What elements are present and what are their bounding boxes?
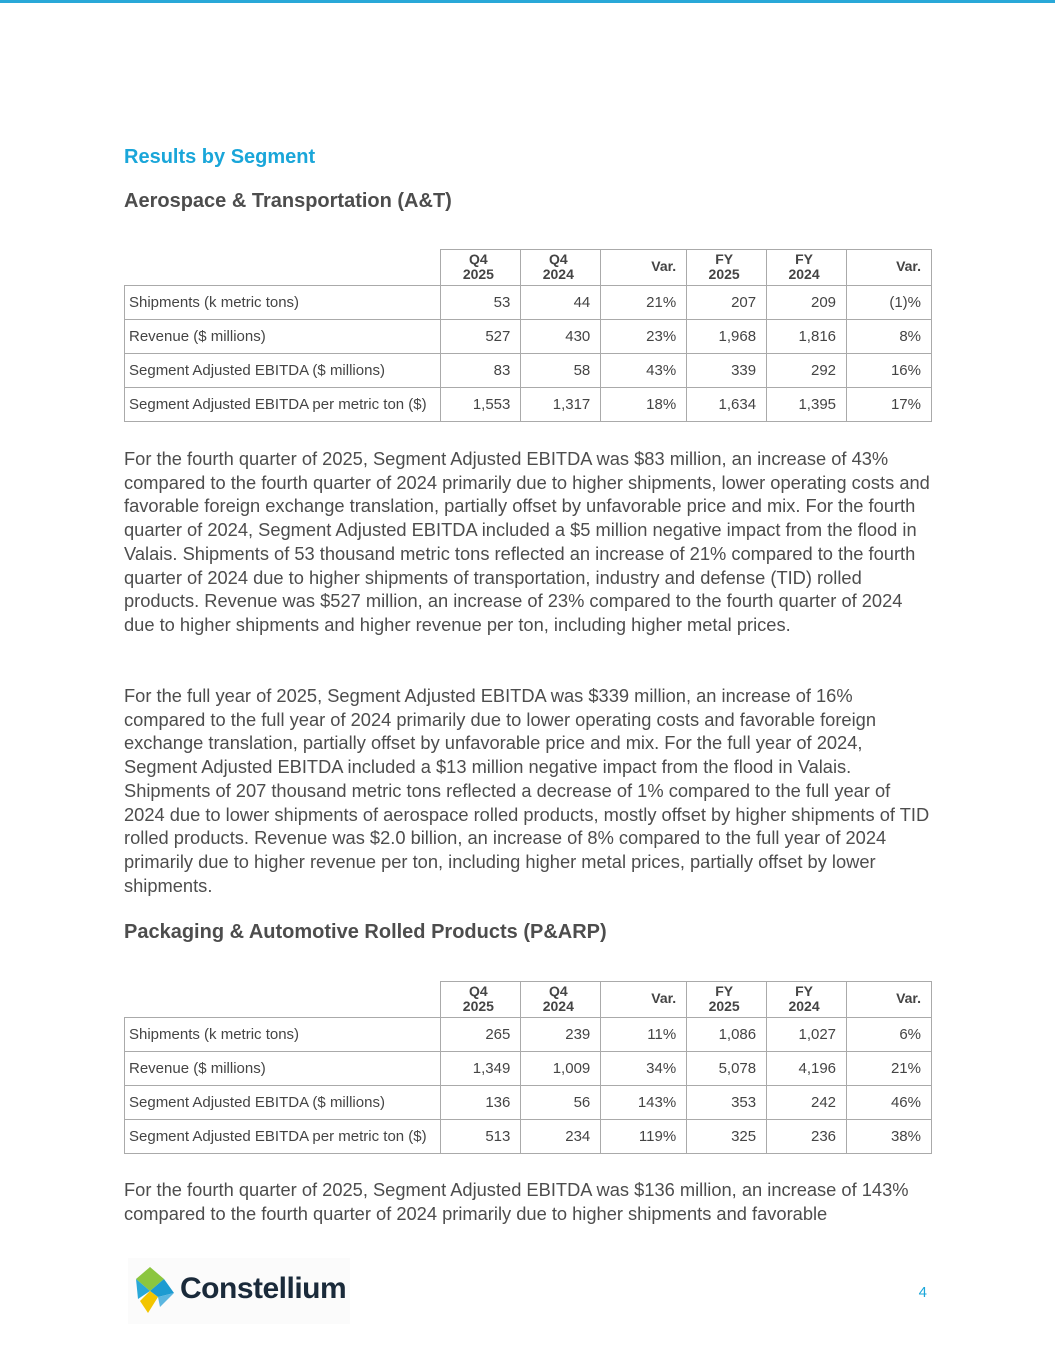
- table-row: [125, 1018, 932, 1052]
- table-cell: 119%: [601, 1120, 687, 1154]
- table-cell: 5,078: [687, 1052, 767, 1086]
- header-cell: Q4 2024: [521, 982, 601, 1018]
- table-cell: 83: [441, 354, 521, 388]
- table-row: [125, 354, 932, 388]
- table-cell: 21%: [601, 286, 687, 320]
- table-row: [125, 1052, 932, 1086]
- table-cell: 1,349: [441, 1052, 521, 1086]
- table-cell: 8%: [847, 320, 932, 354]
- table-row: [125, 320, 932, 354]
- table-cell: 265: [441, 1018, 521, 1052]
- header-cell: Q4 2025: [441, 250, 521, 286]
- table-cell: 1,395: [767, 388, 847, 422]
- logo-mark-icon: [136, 1267, 176, 1313]
- parp-title: Packaging & Automotive Rolled Products (P&ARP): [124, 921, 607, 943]
- company-logo: [128, 1258, 350, 1324]
- header-cell: FY 2025: [687, 250, 767, 286]
- table-cell: (1)%: [847, 286, 932, 320]
- row-label: Revenue ($ millions): [125, 320, 441, 354]
- table-cell: 18%: [601, 388, 687, 422]
- table-cell: 4,196: [767, 1052, 847, 1086]
- section-title: Results by Segment: [124, 146, 316, 168]
- header-cell: Var.: [847, 250, 932, 286]
- table-cell: 44: [521, 286, 601, 320]
- header-cell: FY 2025: [687, 982, 767, 1018]
- table-cell: 1,317: [521, 388, 601, 422]
- parp-paragraph-q4: For the fourth quarter of 2025, Segment Adjusted EBITDA was $136 million, an increase of 143% compared to the fourth quarter of 2024 primarily due to higher shipments and favorable: [124, 1179, 909, 1224]
- table-cell: 143%: [601, 1086, 687, 1120]
- table-cell: 34%: [601, 1052, 687, 1086]
- table-cell: 53: [441, 286, 521, 320]
- table-cell: 1,086: [687, 1018, 767, 1052]
- row-label: Shipments (k metric tons): [125, 286, 441, 320]
- table-cell: 136: [441, 1086, 521, 1120]
- table-cell: 1,553: [441, 388, 521, 422]
- row-label: Segment Adjusted EBITDA ($ millions): [125, 354, 441, 388]
- table-cell: 43%: [601, 354, 687, 388]
- table-cell: 209: [767, 286, 847, 320]
- at-paragraph-fy: For the full year of 2025, Segment Adjusted EBITDA was $339 million, an increase of 16% compared to the full year of 2024 primarily due to lower operating costs and favorable foreign exchange translation, partially offset by unfavorable price and mix. For the full year of 2024, Segment Adjusted EBITDA included a $13 million negative impact from the flood in Valais. Shipments of 207 thousand metric tons reflected a decrease of 1% compared to the full year of 2024 due to lower shipments of aerospace rolled products, mostly offset by higher shipments of TID rolled products. Revenue was $2.0 billion, an increase of 8% compared to the full year of 2024 primarily due to higher revenue per ton, including higher metal prices, partially offset by lower shipments.: [124, 685, 930, 896]
- table-cell: 1,009: [521, 1052, 601, 1086]
- table-cell: 353: [687, 1086, 767, 1120]
- table-cell: 16%: [847, 354, 932, 388]
- header-cell: FY 2024: [767, 250, 847, 286]
- table-cell: 1,027: [767, 1018, 847, 1052]
- table-cell: 430: [521, 320, 601, 354]
- table-cell: 234: [521, 1120, 601, 1154]
- header-cell: FY 2024: [767, 982, 847, 1018]
- table-cell: 58: [521, 354, 601, 388]
- table-cell: 38%: [847, 1120, 932, 1154]
- at-table: [124, 249, 932, 422]
- table-cell: 21%: [847, 1052, 932, 1086]
- header-cell: Q4 2024: [521, 250, 601, 286]
- table-row: [125, 286, 932, 320]
- table-cell: 1,634: [687, 388, 767, 422]
- header-cell: Var.: [847, 982, 932, 1018]
- table-cell: 1,816: [767, 320, 847, 354]
- header-blank: [125, 982, 441, 1018]
- table-cell: 242: [767, 1086, 847, 1120]
- table-cell: 239: [521, 1018, 601, 1052]
- row-label: Revenue ($ millions): [125, 1052, 441, 1086]
- top-rule: [0, 0, 1055, 3]
- at-title: Aerospace & Transportation (A&T): [124, 190, 452, 212]
- table-cell: 1,968: [687, 320, 767, 354]
- table-cell: 46%: [847, 1086, 932, 1120]
- table-cell: 6%: [847, 1018, 932, 1052]
- table-cell: 513: [441, 1120, 521, 1154]
- logo-wordmark: Constellium: [180, 1272, 347, 1305]
- header-cell: Var.: [601, 982, 687, 1018]
- header-blank: [125, 250, 441, 286]
- table-header-row: [125, 250, 932, 286]
- page-number: 4: [918, 1284, 927, 1301]
- table-cell: 236: [767, 1120, 847, 1154]
- table-cell: 56: [521, 1086, 601, 1120]
- row-label: Segment Adjusted EBITDA ($ millions): [125, 1086, 441, 1120]
- table-cell: 292: [767, 354, 847, 388]
- header-cell: Q4 2025: [441, 982, 521, 1018]
- table-cell: 339: [687, 354, 767, 388]
- table-row: [125, 388, 932, 422]
- table-header-row: [125, 982, 932, 1018]
- table-cell: 17%: [847, 388, 932, 422]
- table-row: [125, 1086, 932, 1120]
- row-label: Segment Adjusted EBITDA per metric ton ($): [125, 388, 441, 422]
- table-cell: 527: [441, 320, 521, 354]
- table-cell: 23%: [601, 320, 687, 354]
- table-cell: 325: [687, 1120, 767, 1154]
- table-cell: 11%: [601, 1018, 687, 1052]
- header-cell: Var.: [601, 250, 687, 286]
- row-label: Segment Adjusted EBITDA per metric ton ($): [125, 1120, 441, 1154]
- at-paragraph-q4: For the fourth quarter of 2025, Segment Adjusted EBITDA was $83 million, an increase of 43% compared to the fourth quarter of 2024 primarily due to higher shipments, lower operating costs and favorable foreign exchange translation, partially offset by unfavorable price and mix. For the fourth quarter of 2024, Segment Adjusted EBITDA included a $5 million negative impact from the flood in Valais. Shipments of 53 thousand metric tons reflected an increase of 21% compared to the fourth quarter of 2024 due to higher shipments of transportation, industry and defense (TID) rolled products. Revenue was $527 million, an increase of 23% compared to the fourth quarter of 2024 due to higher shipments and higher revenue per ton, including higher metal prices.: [124, 448, 930, 635]
- table-cell: 207: [687, 286, 767, 320]
- parp-table: [124, 981, 932, 1154]
- table-row: [125, 1120, 932, 1154]
- row-label: Shipments (k metric tons): [125, 1018, 441, 1052]
